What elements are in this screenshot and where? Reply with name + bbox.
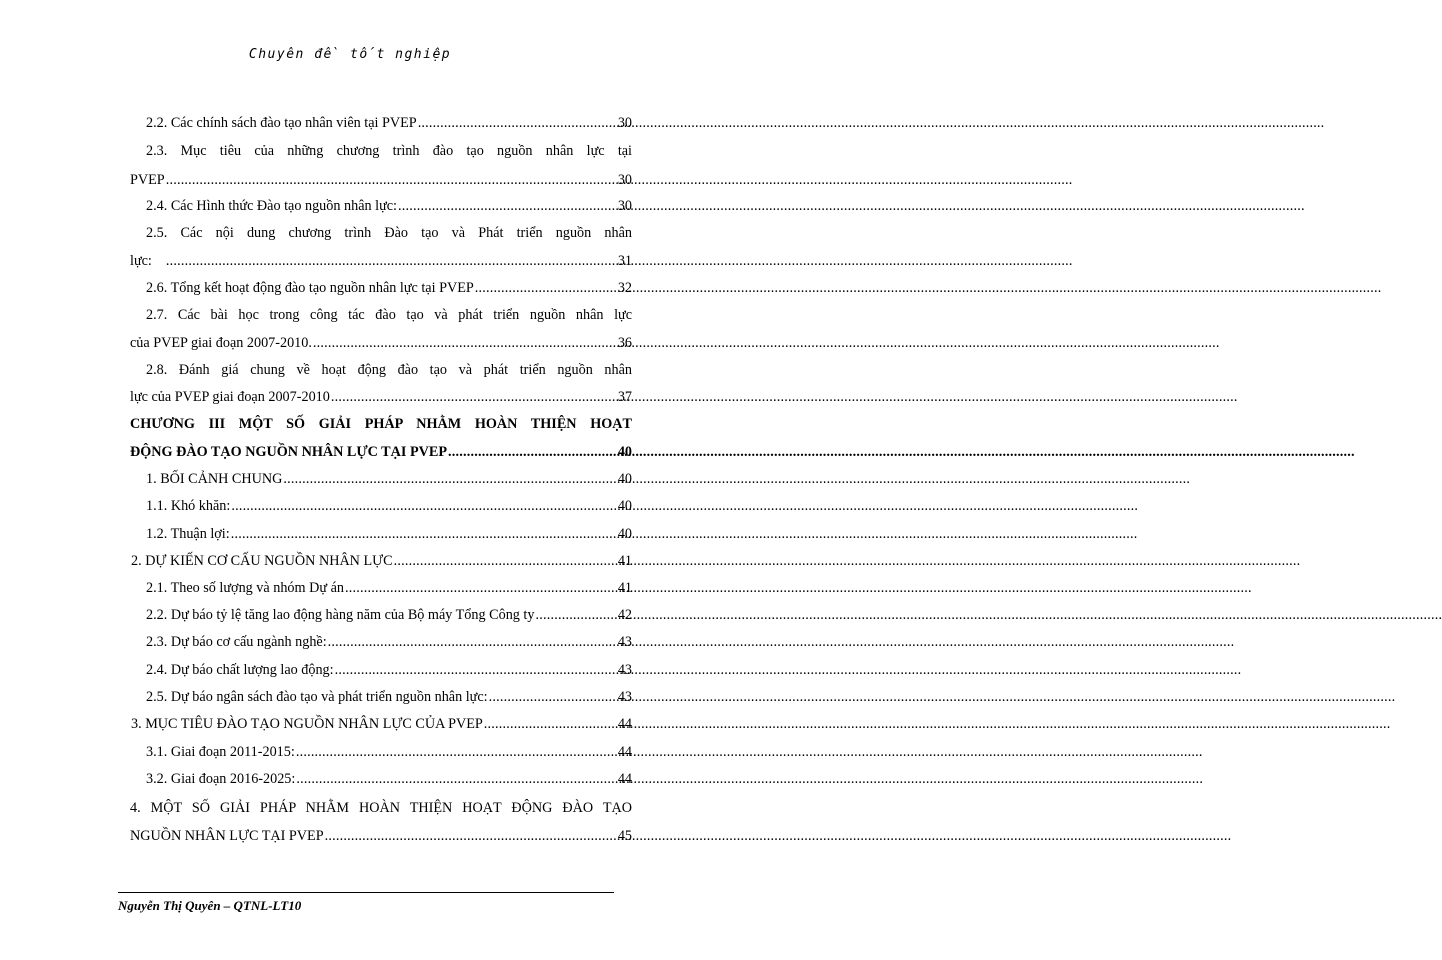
toc-leader-dots: [394, 551, 617, 571]
toc-chapter-entry[interactable]: [130, 414, 632, 434]
toc-entry-text: 1. BỐI CẢNH CHUNG: [146, 471, 283, 487]
toc-page-number: 42: [617, 607, 632, 623]
toc-entry-text: 2.3. Mục tiêu của những chương trình đào tạo nguồn nhân lực tại: [146, 143, 632, 159]
toc-entry[interactable]: [146, 278, 632, 298]
toc-page-number: 44: [617, 744, 632, 760]
toc-page-number: 30: [617, 172, 632, 188]
toc-entry-text: của PVEP giai đoạn 2007-2010.: [130, 335, 312, 351]
toc-entry[interactable]: [146, 578, 632, 598]
toc-entry[interactable]: [146, 113, 632, 133]
toc-entry-text: NGUỒN NHÂN LỰC TẠI PVEP: [130, 828, 324, 844]
toc-leader-dots: [166, 251, 617, 271]
toc-entry-text: 2.1. Theo số lượng và nhóm Dự án: [146, 580, 344, 596]
toc-entry-text: 2.4. Dự báo chất lượng lao động:: [146, 662, 334, 678]
toc-page-number: 31: [617, 253, 632, 269]
toc-entry[interactable]: [146, 469, 632, 489]
toc-entry-text: 3.1. Giai đoạn 2011-2015:: [146, 744, 295, 760]
toc-leader-dots: [535, 605, 616, 625]
footer-author: Nguyễn Thị Quyên – QTNL-LT10: [118, 898, 302, 913]
toc-entry-text: lực của PVEP giai đoạn 2007-2010: [130, 389, 330, 405]
toc-page-number: 40: [617, 471, 632, 487]
toc-page-number: 45: [617, 828, 632, 844]
toc-entry-text: PVEP: [130, 172, 165, 188]
toc-page-number: 41: [617, 553, 632, 569]
toc-entry[interactable]: [130, 826, 632, 846]
toc-page-number: 40: [617, 526, 632, 542]
toc-entry-text: 2.2. Dự báo tỷ lệ tăng lao động hàng năm của Bộ máy Tổng Công ty: [146, 607, 535, 623]
toc-chapter-entry[interactable]: [130, 442, 632, 462]
toc-entry[interactable]: [146, 632, 632, 652]
toc-entry[interactable]: [146, 524, 632, 544]
toc-page-number: 30: [617, 198, 632, 214]
toc-entry-text: lực:: [130, 253, 152, 269]
toc-entry[interactable]: [146, 605, 632, 625]
toc-leader-dots: [484, 714, 617, 734]
toc-entry[interactable]: [130, 387, 632, 407]
toc-leader-dots: [335, 660, 617, 680]
toc-entry[interactable]: [146, 141, 632, 161]
toc-entry[interactable]: [130, 170, 632, 190]
toc-leader-dots: [489, 687, 617, 707]
toc-entry-text: ĐỘNG ĐÀO TẠO NGUỒN NHÂN LỰC TẠI PVEP: [130, 444, 448, 460]
toc-entry-text: CHƯƠNG III MỘT SỐ GIẢI PHÁP NHẰM HOÀN THIỆN HOẠT: [130, 416, 632, 432]
toc-page-number: 44: [617, 716, 632, 732]
toc-entry[interactable]: [146, 360, 632, 380]
toc-leader-dots: [475, 278, 617, 298]
toc-entry-text: 3. MỤC TIÊU ĐÀO TẠO NGUỒN NHÂN LỰC CỦA PVEP: [131, 716, 483, 732]
toc-entry-text: 2.5. Dự báo ngân sách đào tạo và phát triển nguồn nhân lực:: [146, 689, 488, 705]
toc-leader-dots: [325, 826, 617, 846]
toc-entry[interactable]: [131, 551, 632, 571]
toc-entry[interactable]: [131, 714, 632, 734]
toc-entry-text: 1.1. Khó khăn:: [146, 498, 231, 514]
toc-entry[interactable]: [130, 251, 632, 271]
toc-entry-text: 1.2. Thuận lợi:: [146, 526, 230, 542]
toc-entry[interactable]: [146, 660, 632, 680]
toc-entry-text: 2.2. Các chính sách đào tạo nhân viên tại PVEP: [146, 115, 417, 131]
toc-entry[interactable]: [146, 496, 632, 516]
page-header-title: Chuyên đề tốt nghiệp: [248, 47, 452, 62]
toc-leader-dots: [328, 632, 617, 652]
toc-leader-dots: [296, 742, 617, 762]
toc-page-number: 36: [617, 335, 632, 351]
toc-entry[interactable]: [146, 196, 632, 216]
toc-leader-dots: [345, 578, 617, 598]
toc-page-number: 41: [617, 580, 632, 596]
footer-divider: [118, 892, 614, 893]
toc-entry[interactable]: [130, 798, 632, 818]
toc-leader-dots: [331, 387, 617, 407]
toc-entry-text: 2.7. Các bài học trong công tác đào tạo và phát triển nguồn nhân lực: [146, 307, 632, 323]
toc-entry[interactable]: [146, 769, 632, 789]
toc-entry-text: 2.4. Các Hình thức Đào tạo nguồn nhân lực:: [146, 198, 397, 214]
toc-entry-text: 2.8. Đánh giá chung về hoạt động đào tạo và phát triển nguồn nhân: [146, 362, 632, 378]
toc-leader-dots: [283, 469, 616, 489]
toc-entry[interactable]: [146, 223, 632, 243]
toc-entry-text: 4. MỘT SỐ GIẢI PHÁP NHẰM HOÀN THIỆN HOẠT ĐỘNG ĐÀO TẠO: [130, 800, 632, 816]
toc-leader-dots: [166, 170, 617, 190]
toc-page-number: 43: [617, 689, 632, 705]
toc-leader-dots: [398, 196, 617, 216]
toc-page-number: 32: [617, 280, 632, 296]
toc-page-number: 43: [617, 662, 632, 678]
toc-page-number: 43: [617, 634, 632, 650]
toc-leader-dots: [313, 333, 617, 353]
toc-entry-text: 3.2. Giai đoạn 2016-2025:: [146, 771, 296, 787]
toc-entry-text: 2. DỰ KIẾN CƠ CẤU NGUỒN NHÂN LỰC: [131, 553, 393, 569]
toc-entry[interactable]: [146, 742, 632, 762]
toc-leader-dots: [448, 442, 617, 462]
toc-page-number: 44: [617, 771, 632, 787]
toc-page-number: 37: [617, 389, 632, 405]
toc-leader-dots: [231, 524, 617, 544]
toc-page-number: 40: [617, 444, 632, 460]
toc-entry[interactable]: [146, 305, 632, 325]
toc-leader-dots: [296, 769, 616, 789]
toc-entry-text: 2.6. Tổng kết hoạt động đào tạo nguồn nhân lực tại PVEP: [146, 280, 474, 296]
toc-page-number: 40: [617, 498, 632, 514]
toc-leader-dots: [418, 113, 617, 133]
toc-page-number: 30: [617, 115, 632, 131]
toc-entry-text: 2.3. Dự báo cơ cấu ngành nghề:: [146, 634, 327, 650]
toc-entry[interactable]: [130, 333, 632, 353]
toc-entry[interactable]: [146, 687, 632, 707]
toc-entry-text: 2.5. Các nội dung chương trình Đào tạo và Phát triển nguồn nhân: [146, 225, 632, 241]
toc-leader-dots: [231, 496, 616, 516]
